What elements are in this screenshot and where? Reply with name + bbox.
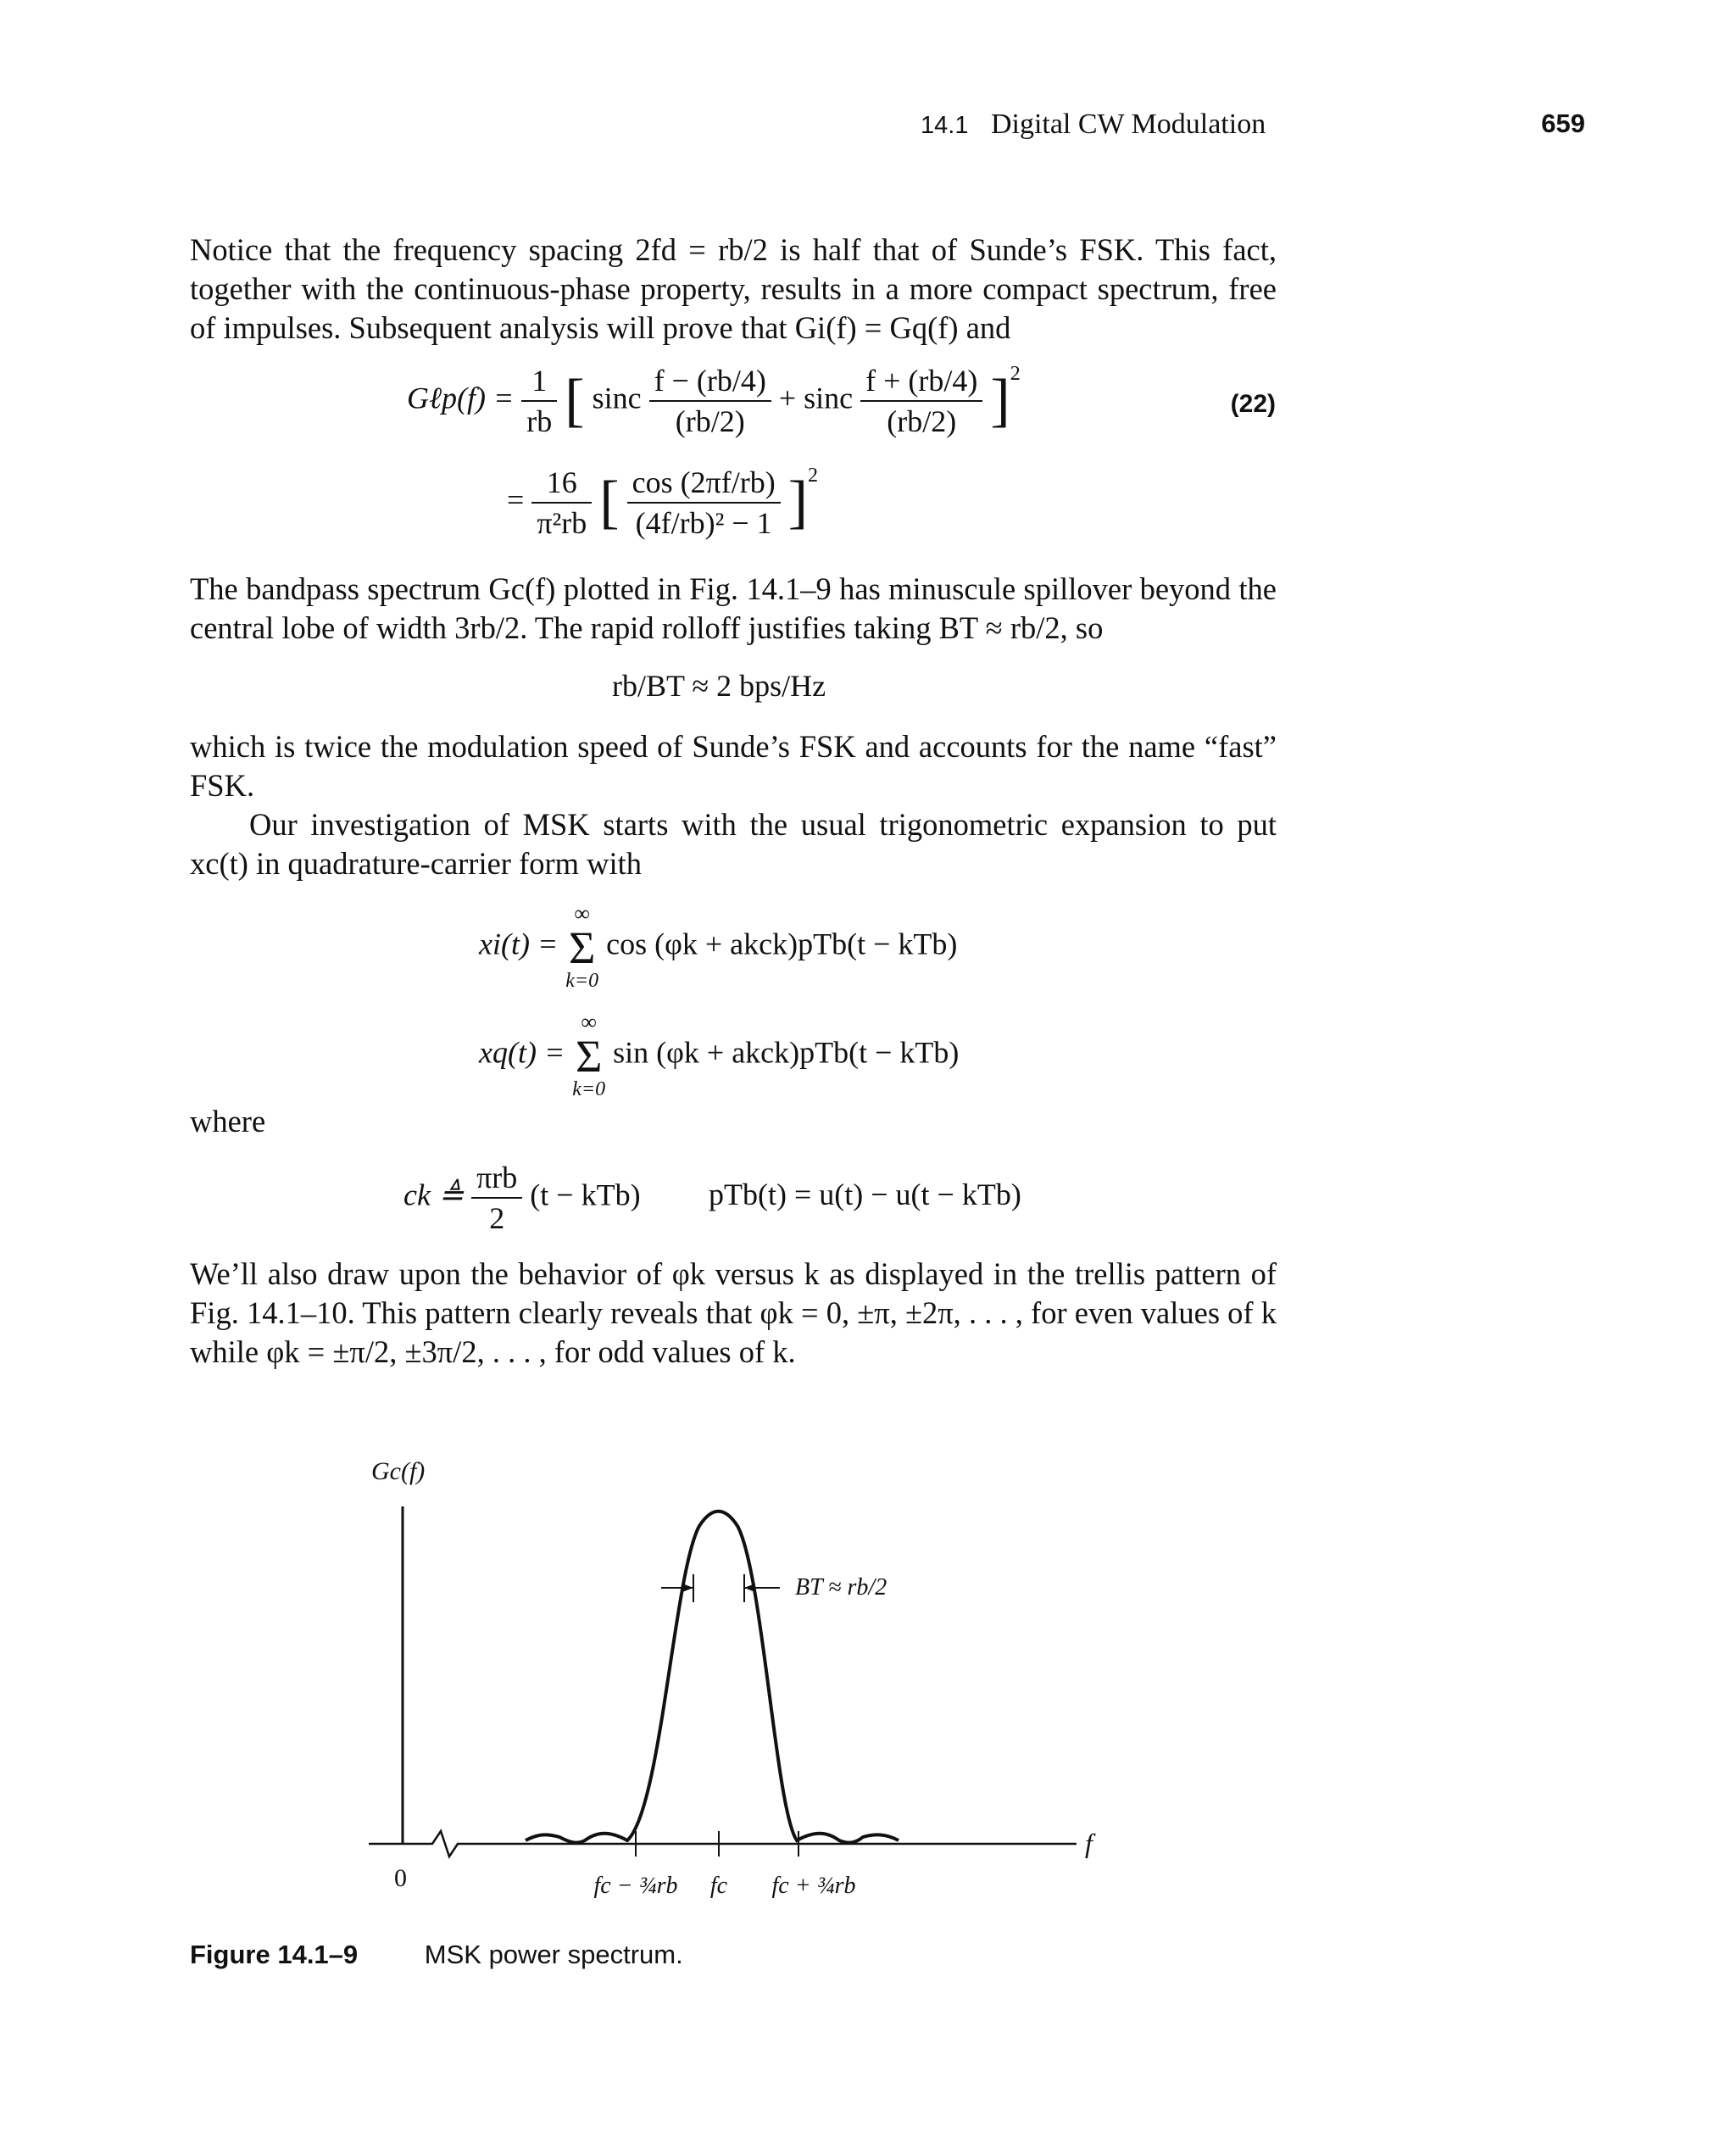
- eq22-line-2-square: 2: [808, 465, 819, 487]
- xq-rhs: sin (φk + akck)pTb(t − kTb): [613, 1035, 960, 1070]
- right-bracket-2: ]: [787, 470, 809, 535]
- bandwidth-arrowhead-left: [682, 1584, 693, 1592]
- figure-caption-text: MSK power spectrum.: [424, 1940, 683, 1969]
- paragraph-1: Notice that the frequency spacing 2fd = rb/2 is half that of Sunde’s FSK. This fact, together with the continuous-phase property, results in a more compact spectrum, free of impulses. Subsequent analysis will prove that Gi(f) = Gq(f) and: [190, 232, 1277, 345]
- y-axis-label: Gc(f): [371, 1457, 426, 1485]
- xq-lhs: xq(t) =: [479, 1035, 565, 1070]
- rate-equation-text: rb/BT ≈ 2 bps/Hz: [612, 669, 826, 703]
- eq22-lhs: Gℓp(f) =: [407, 381, 515, 415]
- ck-lhs: ck ≜: [403, 1177, 465, 1212]
- msk-power-spectrum-figure: [356, 1445, 1119, 1920]
- eq22-line-2-den: π²rb: [537, 506, 587, 540]
- equation-xq: [479, 1011, 959, 1100]
- sum-sign-xq: Σ: [575, 1031, 603, 1082]
- eq22-line-2-inner-num: cos (2πf/rb): [627, 465, 781, 504]
- summation-xi: [565, 903, 598, 991]
- eq22-term-1-den: (rb/2): [675, 404, 745, 438]
- xi-rhs: cos (φk + akck)pTb(t − kTb): [606, 927, 958, 961]
- figure-caption-label: Figure 14.1–9: [190, 1940, 359, 1969]
- eq22-prefactor-num: 1: [521, 363, 557, 402]
- eq22-line-2-inner: [627, 465, 781, 541]
- xi-lhs: xi(t) =: [479, 927, 559, 961]
- eq22-prefactor: [521, 363, 557, 439]
- eq22-line-2-inner-den: (4f/rb)² − 1: [635, 506, 772, 540]
- summation-xq: [572, 1011, 605, 1100]
- spectrum-curve: [526, 1512, 899, 1843]
- eq22-term-2-den: (rb/2): [887, 404, 957, 438]
- eq22-term-2: [860, 363, 982, 439]
- ck-fraction: [471, 1160, 522, 1236]
- sinc-1: sinc: [592, 381, 642, 415]
- paragraph-6: We’ll also draw upon the behavior of φk versus k as displayed in the trellis pattern of Fig. 14.1–10. This pattern clearly reveals that φk = 0, ±π, ±2π, . . . , for even values of k while φk = ±π/2, ±3π/2, . . . , for odd values of k.: [190, 1256, 1277, 1369]
- page-number: 659: [1541, 109, 1585, 138]
- equation-xi: [479, 903, 957, 991]
- origin-label: 0: [394, 1864, 407, 1892]
- equation-22-line-2: [507, 465, 818, 541]
- eq22-line-2-num: 16: [531, 465, 592, 504]
- paragraph-3: which is twice the modulation speed of Sunde’s FSK and accounts for the name “fast” FSK.: [190, 729, 1277, 803]
- right-bracket: ]: [990, 368, 1010, 433]
- equation-number-22: (22): [1230, 390, 1276, 418]
- bandwidth-label: BT ≈ rb/2: [795, 1574, 887, 1601]
- tick-label-center: fc: [709, 1873, 728, 1899]
- sum-lower-xq: k=0: [572, 1078, 606, 1100]
- ptb-definition: pTb(t) = u(t) − u(t − kTb): [709, 1177, 1021, 1211]
- paragraph-4: Our investigation of MSK starts with the usual trigonometric expansion to put xc(t) in quadrature-carrier form with: [190, 807, 1277, 881]
- equation-22-line-1: [407, 363, 1021, 439]
- paragraph-2: The bandpass spectrum Gc(f) plotted in Fig. 14.1–9 has minuscule spillover beyond the central lobe of width 3rb/2. The rapid rolloff justifies taking BT ≈ rb/2, so: [190, 571, 1277, 645]
- sum-lower-xi: k=0: [565, 970, 599, 992]
- equation-ck: [403, 1160, 641, 1236]
- eq22-square: 2: [1010, 363, 1021, 385]
- ck-rest: (t − kTb): [530, 1177, 641, 1212]
- section-header: [921, 109, 1266, 141]
- section-number: 14.1: [921, 112, 969, 139]
- eq22-term-2-num: f + (rb/4): [860, 363, 982, 402]
- ck-den: 2: [489, 1201, 505, 1235]
- eq22-term-1: [649, 363, 771, 439]
- section-title: Digital CW Modulation: [990, 109, 1266, 140]
- eq22-prefactor-den: rb: [526, 404, 553, 438]
- eq22-line-2-prefactor: [531, 465, 592, 541]
- x-axis-label: f: [1085, 1828, 1093, 1858]
- bandwidth-arrowhead-right: [744, 1584, 755, 1592]
- sum-sign-xi: Σ: [568, 922, 596, 973]
- eq22-line-2-equals: =: [507, 482, 525, 517]
- left-bracket-2: [: [599, 470, 620, 535]
- tick-label-left: fc − ¾rb: [593, 1873, 678, 1899]
- eq22-term-1-num: f − (rb/4): [649, 363, 771, 402]
- x-axis: [369, 1831, 1077, 1857]
- equation-ptb: [709, 1177, 1021, 1212]
- equation-rate: [612, 668, 826, 704]
- ck-num: πrb: [471, 1160, 522, 1199]
- paragraph-5: where: [190, 1104, 266, 1139]
- sum-upper-xi: ∞: [574, 901, 590, 926]
- tick-label-right: fc + ¾rb: [771, 1873, 856, 1899]
- figure-caption: [190, 1940, 683, 1970]
- left-bracket: [: [565, 368, 585, 433]
- sum-upper-xq: ∞: [581, 1010, 597, 1034]
- sinc-2: + sinc: [778, 381, 854, 415]
